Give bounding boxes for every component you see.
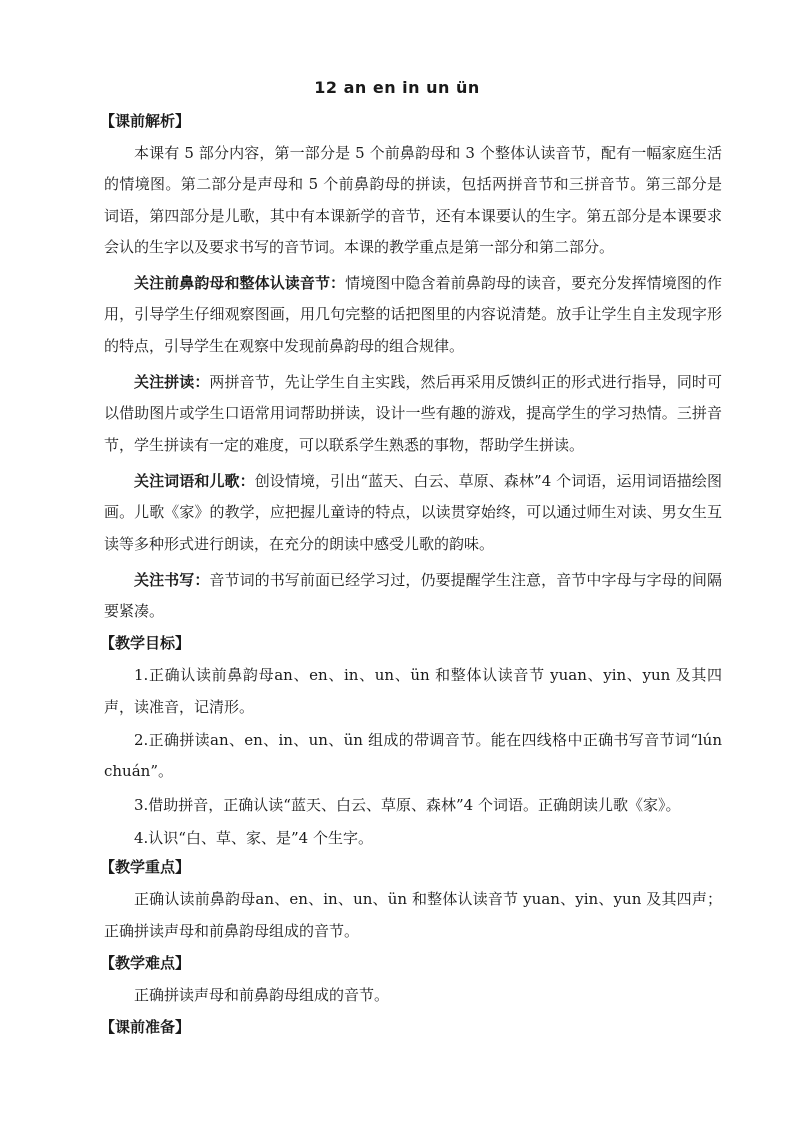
analysis-paragraph-2 [104, 268, 722, 362]
section-heading-preparation: 【课前准备】 [100, 1018, 191, 1037]
paragraph-lead: 关注前鼻韵母和整体认读音节： [134, 274, 346, 293]
analysis-paragraph-1: 本课有 5 部分内容，第一部分是 5 个前鼻韵母和 3 个整体认读音节，配有一幅家庭生活的情境图。第二部分是声母和 5 个前鼻韵母的拼读，包括两拼音节和三拼音节。第三部分是词语，第四部分是儿歌，其中有本课新学的音节，还有本课要认的生字。第五部分是本课要求会认的生字以及要求书写的音节词。本课的教学重点是第一部分和第二部分。 [104, 144, 722, 256]
paragraph-lead: 关注拼读： [134, 373, 210, 392]
objective-item: 1.正确认读前鼻韵母an、en、in、un、ün 和整体认读音节 yuan、yin、yun 及其四声，读准音，记清形。 [104, 666, 722, 716]
document-body [100, 110, 722, 1044]
paragraph-text: 音节词的书写前面已经学习过，仍要提醒学生注意，音节中字母与字母的间隔要紧凑。 [104, 570, 722, 621]
section-heading-key-points: 【教学重点】 [100, 858, 191, 877]
section-heading-analysis: 【课前解析】 [100, 112, 191, 130]
paragraph-text: 创设情境，引出“蓝天、白云、草原、森林”4 个词语，运用词语描绘图画。儿歌《家》的教学，应把握儿童诗的特点，以读贯穿始终，可以通过师生对读、男女生互读等多种形式进行朗读，在充分的朗读中感受儿歌的韵味。 [104, 471, 722, 553]
paragraph-lead: 关注词语和儿歌： [134, 471, 255, 490]
paragraph-text: 情境图中隐含着前鼻韵母的读音，要充分发挥情境图的作用，引导学生仔细观察图画，用几句完整的话把图里的内容说清楚。放手让学生自主发现字形的特点，引导学生在观察中发现前鼻韵母的组合规律。 [104, 274, 722, 355]
analysis-paragraph-5 [104, 565, 722, 628]
paragraph-lead: 关注书写： [134, 570, 210, 589]
key-points-text: 正确认读前鼻韵母an、en、in、un、ün 和整体认读音节 yuan、yin、yun 及其四声；正确拼读声母和前鼻韵母组成的音节。 [104, 890, 722, 940]
section-heading-objectives: 【教学目标】 [100, 634, 191, 653]
objective-item: 3.借助拼音，正确认读“蓝天、白云、草原、森林”4 个词语。正确朗读儿歌《家》。 [134, 795, 681, 814]
section-heading-difficulties: 【教学难点】 [100, 953, 191, 972]
difficulties-text: 正确拼读声母和前鼻韵母组成的音节。 [134, 985, 390, 1004]
objective-item: 4.认识“白、草、家、是”4 个生字。 [134, 828, 373, 847]
objective-item: 2.正确拼读an、en、in、un、ün 组成的带调音节。能在四线格中正确书写音节词“lún chuán”。 [104, 731, 722, 781]
paragraph-text: 两拼音节，先让学生自主实践，然后再采用反馈纠正的形式进行指导，同时可以借助图片或学生口语常用词帮助拼读，设计一些有趣的游戏，提高学生的学习热情。三拼音节，学生拼读有一定的难度，可以联系学生熟悉的事物，帮助学生拼读。 [104, 373, 722, 454]
lesson-title: 12 an en in un ün [314, 78, 480, 97]
analysis-paragraph-3 [104, 367, 722, 461]
analysis-paragraph-4 [104, 466, 722, 560]
